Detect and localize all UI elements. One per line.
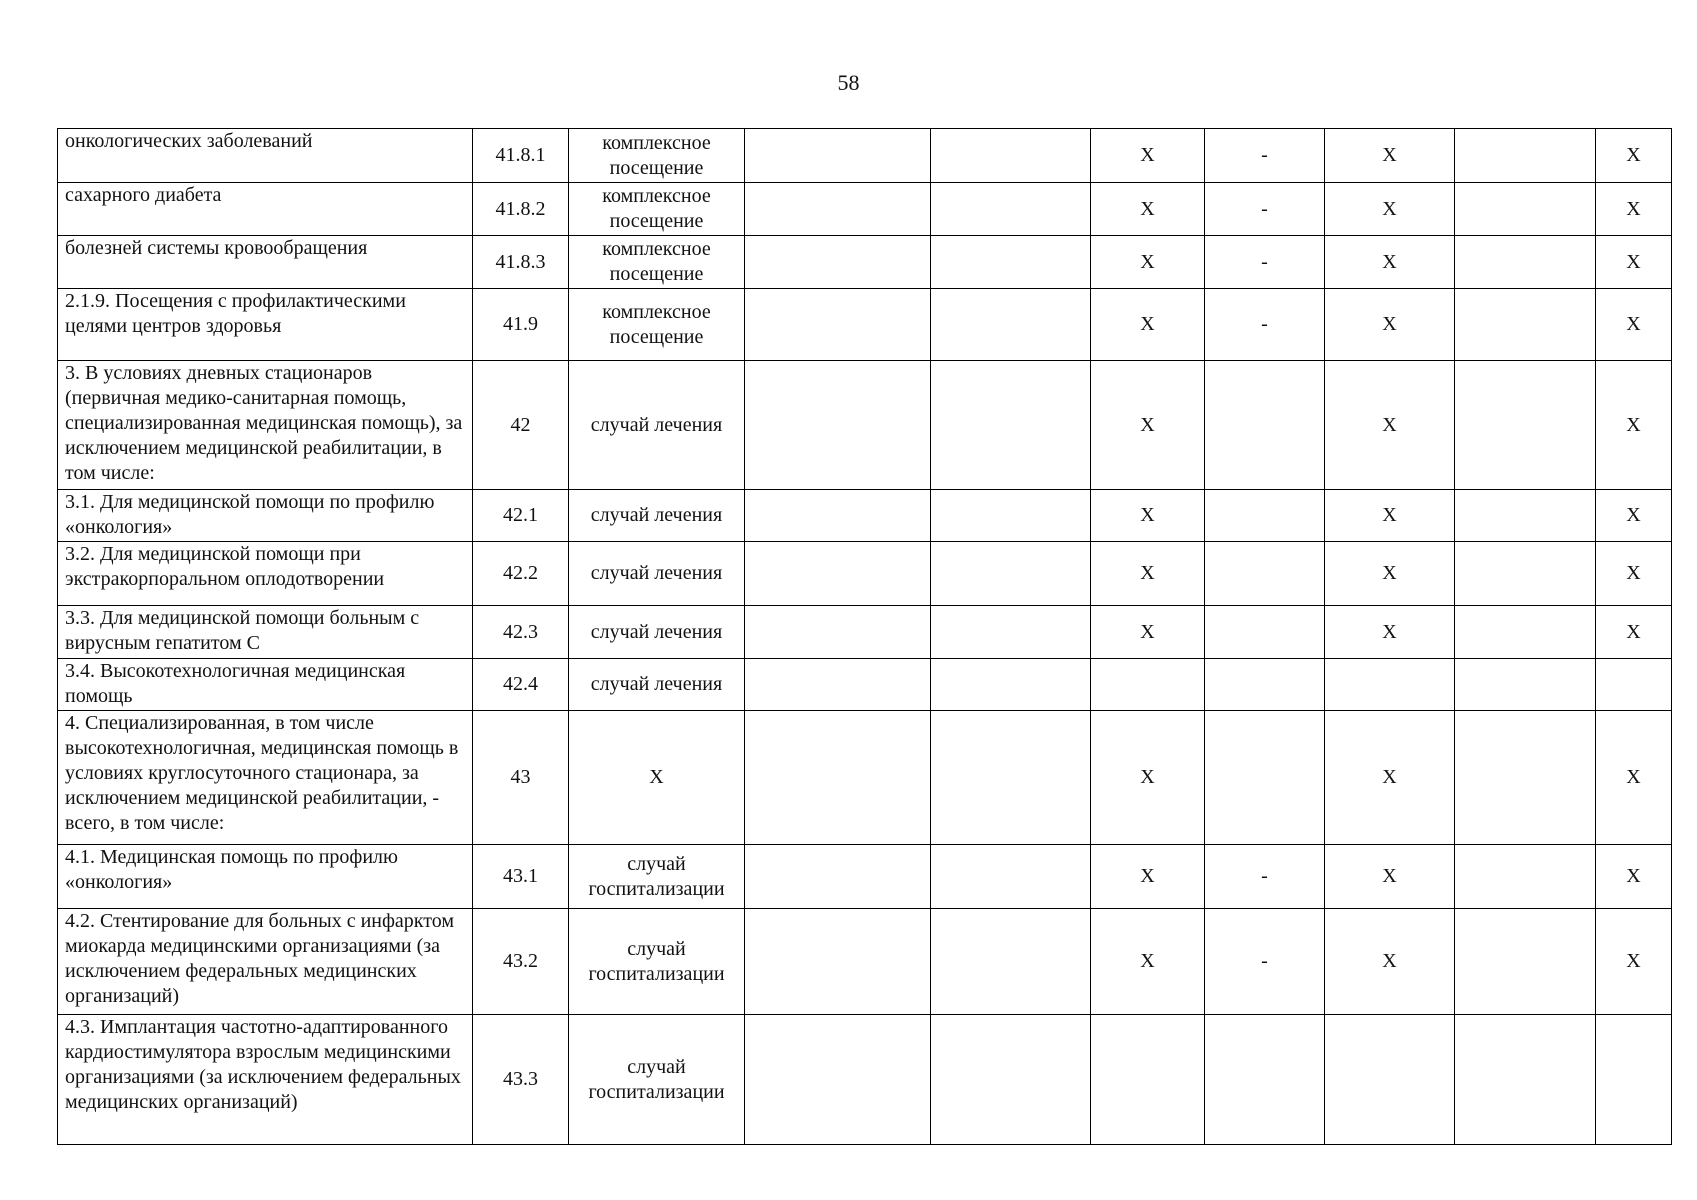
cell-col8: X — [1325, 236, 1455, 289]
cell-col6 — [1091, 1015, 1205, 1145]
cell-col6: X — [1091, 490, 1205, 542]
row-name: 3. В условиях дневных стационаров (первичная медико-санитарная помощь, специализированная медицинская помощь), за исключением медицинской реабилитации, в том числе: — [58, 361, 473, 490]
cell-col7 — [1205, 659, 1325, 711]
cell-col4 — [745, 361, 931, 490]
cell-col9 — [1455, 361, 1596, 490]
cell-col8: X — [1325, 845, 1455, 909]
row-name: 4. Специализированная, в том числе высокотехнологичная, медицинская помощь в условиях круглосуточного стационара, за исключением медицинской реабилитации, - всего, в том числе: — [58, 711, 473, 845]
row-unit: случай лечения — [569, 542, 745, 606]
cell-col9 — [1455, 606, 1596, 659]
cell-col7 — [1205, 606, 1325, 659]
cell-col4 — [745, 711, 931, 845]
row-unit: X — [569, 711, 745, 845]
row-code: 41.8.2 — [473, 183, 569, 236]
cell-col6: X — [1091, 236, 1205, 289]
row-name: болезней системы кровообращения — [58, 236, 473, 289]
cell-col6: X — [1091, 542, 1205, 606]
cell-col7 — [1205, 361, 1325, 490]
cell-col10 — [1596, 659, 1672, 711]
cell-col7: - — [1205, 129, 1325, 183]
cell-col10: X — [1596, 606, 1672, 659]
row-name: 3.1. Для медицинской помощи по профилю «онкология» — [58, 490, 473, 542]
table-row — [58, 909, 1672, 1015]
cell-col5 — [931, 361, 1091, 490]
table-row — [58, 845, 1672, 909]
cell-col5 — [931, 289, 1091, 361]
row-name: 3.3. Для медицинской помощи больным с вирусным гепатитом С — [58, 606, 473, 659]
row-unit: случай лечения — [569, 361, 745, 490]
row-code: 42.3 — [473, 606, 569, 659]
row-code: 41.8.3 — [473, 236, 569, 289]
cell-col10: X — [1596, 711, 1672, 845]
cell-col6: X — [1091, 183, 1205, 236]
row-unit: комплексное посещение — [569, 183, 745, 236]
cell-col10: X — [1596, 289, 1672, 361]
cell-col9 — [1455, 711, 1596, 845]
cell-col7: - — [1205, 236, 1325, 289]
cell-col8: X — [1325, 542, 1455, 606]
cell-col10: X — [1596, 129, 1672, 183]
row-unit: случай лечения — [569, 490, 745, 542]
cell-col7: - — [1205, 289, 1325, 361]
row-code: 43 — [473, 711, 569, 845]
cell-col5 — [931, 129, 1091, 183]
cell-col5 — [931, 183, 1091, 236]
row-unit: случай лечения — [569, 659, 745, 711]
row-unit: случай лечения — [569, 606, 745, 659]
cell-col6: X — [1091, 361, 1205, 490]
row-code: 42.4 — [473, 659, 569, 711]
cell-col10: X — [1596, 183, 1672, 236]
cell-col4 — [745, 289, 931, 361]
cell-col6: X — [1091, 606, 1205, 659]
row-code: 43.3 — [473, 1015, 569, 1145]
row-name: сахарного диабета — [58, 183, 473, 236]
row-code: 42.2 — [473, 542, 569, 606]
cell-col6: X — [1091, 711, 1205, 845]
cell-col7 — [1205, 1015, 1325, 1145]
row-code: 42 — [473, 361, 569, 490]
table-row — [58, 659, 1672, 711]
cell-col8: X — [1325, 711, 1455, 845]
cell-col10 — [1596, 1015, 1672, 1145]
table-row — [58, 236, 1672, 289]
row-name: 3.4. Высокотехнологичная медицинская помощь — [58, 659, 473, 711]
row-code: 41.9 — [473, 289, 569, 361]
cell-col5 — [931, 909, 1091, 1015]
cell-col9 — [1455, 845, 1596, 909]
cell-col7 — [1205, 542, 1325, 606]
cell-col4 — [745, 542, 931, 606]
table-row — [58, 542, 1672, 606]
cell-col6: X — [1091, 289, 1205, 361]
cell-col10: X — [1596, 909, 1672, 1015]
cell-col4 — [745, 845, 931, 909]
row-name: 3.2. Для медицинской помощи при экстракорпоральном оплодотворении — [58, 542, 473, 606]
row-name: 4.2. Стентирование для больных с инфарктом миокарда медицинскими организациями (за исключением федеральных медицинских организаций) — [58, 909, 473, 1015]
row-code: 43.2 — [473, 909, 569, 1015]
cell-col4 — [745, 183, 931, 236]
cell-col10: X — [1596, 490, 1672, 542]
table-row — [58, 129, 1672, 183]
cell-col4 — [745, 490, 931, 542]
table-row — [58, 606, 1672, 659]
cell-col10: X — [1596, 542, 1672, 606]
row-name: 2.1.9. Посещения с профилактическими целями центров здоровья — [58, 289, 473, 361]
cell-col4 — [745, 659, 931, 711]
cell-col8: X — [1325, 129, 1455, 183]
cell-col7: - — [1205, 909, 1325, 1015]
cell-col4 — [745, 236, 931, 289]
cell-col9 — [1455, 129, 1596, 183]
cell-col9 — [1455, 236, 1596, 289]
cell-col8 — [1325, 659, 1455, 711]
cell-col5 — [931, 659, 1091, 711]
row-code: 42.1 — [473, 490, 569, 542]
cell-col5 — [931, 711, 1091, 845]
row-unit: случай госпитализации — [569, 845, 745, 909]
cell-col5 — [931, 606, 1091, 659]
cell-col8 — [1325, 1015, 1455, 1145]
row-unit: случай госпитализации — [569, 909, 745, 1015]
cell-col8: X — [1325, 289, 1455, 361]
cell-col10: X — [1596, 845, 1672, 909]
cell-col5 — [931, 845, 1091, 909]
table-row — [58, 1015, 1672, 1145]
table-row — [58, 289, 1672, 361]
cell-col4 — [745, 1015, 931, 1145]
page-number: 58 — [837, 70, 860, 95]
row-name: онкологических заболеваний — [58, 129, 473, 183]
cell-col5 — [931, 490, 1091, 542]
cell-col6: X — [1091, 845, 1205, 909]
cell-col8: X — [1325, 909, 1455, 1015]
cell-col8: X — [1325, 361, 1455, 490]
cell-col4 — [745, 606, 931, 659]
cell-col9 — [1455, 1015, 1596, 1145]
cell-col10: X — [1596, 236, 1672, 289]
cell-col9 — [1455, 542, 1596, 606]
cell-col9 — [1455, 659, 1596, 711]
row-code: 41.8.1 — [473, 129, 569, 183]
cell-col7: - — [1205, 183, 1325, 236]
cell-col6: X — [1091, 129, 1205, 183]
cell-col7 — [1205, 490, 1325, 542]
cell-col9 — [1455, 183, 1596, 236]
table-row — [58, 490, 1672, 542]
cell-col9 — [1455, 490, 1596, 542]
cell-col9 — [1455, 909, 1596, 1015]
cell-col7: - — [1205, 845, 1325, 909]
cell-col8: X — [1325, 183, 1455, 236]
cell-col9 — [1455, 289, 1596, 361]
row-name: 4.1. Медицинская помощь по профилю «онкология» — [58, 845, 473, 909]
cell-col4 — [745, 129, 931, 183]
row-name: 4.3. Имплантация частотно-адаптированного кардиостимулятора взрослым медицинскими организациями (за исключением федеральных медицинских организаций) — [58, 1015, 473, 1145]
cell-col8: X — [1325, 606, 1455, 659]
services-table — [57, 128, 1672, 1145]
cell-col7 — [1205, 711, 1325, 845]
cell-col10: X — [1596, 361, 1672, 490]
row-unit: комплексное посещение — [569, 129, 745, 183]
cell-col6: X — [1091, 909, 1205, 1015]
table-row — [58, 711, 1672, 845]
row-unit: случай госпитализации — [569, 1015, 745, 1145]
table-row — [58, 183, 1672, 236]
row-code: 43.1 — [473, 845, 569, 909]
row-unit: комплексное посещение — [569, 236, 745, 289]
cell-col6 — [1091, 659, 1205, 711]
cell-col5 — [931, 542, 1091, 606]
cell-col5 — [931, 236, 1091, 289]
cell-col8: X — [1325, 490, 1455, 542]
cell-col5 — [931, 1015, 1091, 1145]
table-row — [58, 361, 1672, 490]
cell-col4 — [745, 909, 931, 1015]
row-unit: комплексное посещение — [569, 289, 745, 361]
